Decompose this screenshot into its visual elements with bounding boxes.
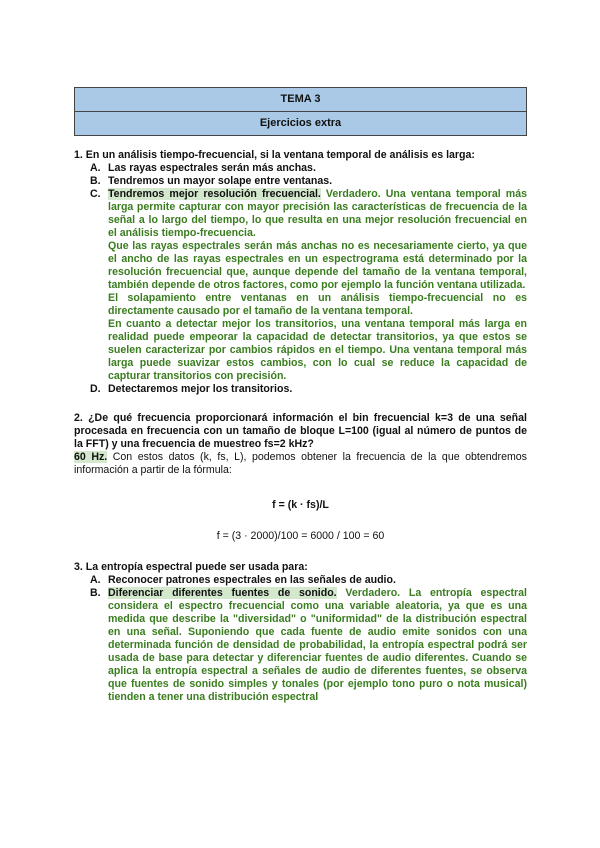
option-text: Reconocer patrones espectrales en las señales de audio. <box>108 574 396 586</box>
question-1: 1. En un análisis tiempo-frecuencial, si la ventana temporal de análisis es larga: <box>74 149 475 161</box>
q3-option-b <box>74 587 527 704</box>
question-3: 3. La entropía espectral puede ser usada para: <box>74 561 308 573</box>
option-letter: A. <box>90 574 101 586</box>
correct-answer-highlight: Diferenciar diferentes fuentes de sonido. <box>108 587 337 599</box>
option-text-wrapper <box>108 188 527 240</box>
q2-answer-highlight: 60 Hz. <box>74 451 108 463</box>
option-text: Las rayas espectrales serán más anchas. <box>108 162 316 174</box>
topic-title: TEMA 3 <box>75 88 526 112</box>
topic-subtitle: Ejercicios extra <box>75 112 526 135</box>
q3-option-a <box>74 574 527 587</box>
q2-formula: f = (k · fs)/L <box>272 499 329 511</box>
q1-explanation-overlap: El solapamiento entre ventanas en un análisis tiempo-frecuencial no es directamente causado por el tamaño de la ventana temporal. <box>108 292 527 317</box>
option-letter: D. <box>90 383 101 395</box>
q1-explanation-widths: Que las rayas espectrales serán más anchas no es necesariamente cierto, ya que el ancho de las rayas espectrales en un espectrograma está determinado por la resolución frecuencial que, aunque depende del tamaño de la ventana temporal, también depende de otros factores, como por ejemplo la función ventana utilizada. <box>108 240 527 291</box>
correct-answer-highlight: Tendremos mejor resolución frecuencial. <box>108 188 321 200</box>
q1-explanation-transients: En cuanto a detectar mejor los transitorios, una ventana temporal más larga en realidad puede empeorar la capacidad de detectar transitorios, ya que estos se suelen caracterizar por cambios rápidos en el tiempo. Una ventana temporal más larga puede suavizar estos cambios, con lo cual se reduce la capacidad de capturar transitorios con precisión. <box>108 318 527 382</box>
q2-answer <box>74 451 527 477</box>
option-text-wrapper <box>108 587 527 704</box>
q1-explanation-intro: Verdadero. Una ventana temporal más larga permite capturar con mayor precisión las características de frecuencia de la señal a lo largo del tiempo, lo que resulta en una mejor resolución frecuencial en el análisis tiempo-frecuencia. <box>108 188 527 239</box>
question-2: 2. ¿De qué frecuencia proporcionará información el bin frecuencial k=3 de una señal procesada en frecuencia con un tamaño de bloque L=100 (igual al número de puntos de la FFT) y una frecuencia de muestreo fs=2 kHz? <box>74 412 527 450</box>
header-table <box>74 87 527 136</box>
q1-option-c <box>74 188 527 240</box>
option-text: Detectaremos mejor los transitorios. <box>108 383 293 395</box>
option-letter: B. <box>90 587 101 599</box>
option-letter: C. <box>90 188 101 200</box>
q1-option-a <box>74 162 527 175</box>
option-letter: A. <box>90 162 101 174</box>
q2-answer-text: Con estos datos (k, fs, L), podemos obtener la frecuencia de la que obtendremos información a partir de la fórmula: <box>74 451 527 476</box>
q2-calculation: f = (3 · 2000)/100 = 6000 / 100 = 60 <box>216 530 385 542</box>
q1-option-d <box>74 383 527 396</box>
option-text: Tendremos un mayor solape entre ventanas. <box>108 175 333 187</box>
option-letter: B. <box>90 175 101 187</box>
q3-explanation: Verdadero. La entropía espectral considera el espectro frecuencial como una variable aleatoria, ya que es una medida que describe la "diversidad" o "uniformidad" de la distribución espectral en una señal. Suponiendo que cada fuente de audio emite sonidos con una determinada función de densidad de probabilidad, la entropía espectral podrá ser usada de base para detectar y diferenciar fuentes de audio diferentes. Cuando se aplica la entropía espectral a señales de audio de diferentes fuentes, se observa que fuentes de sonido simples y tonales (por ejemplo tono puro o nota musical) tienden a tener una distribución espectral <box>108 587 527 703</box>
q1-option-b <box>74 175 527 188</box>
document-body <box>74 149 527 704</box>
